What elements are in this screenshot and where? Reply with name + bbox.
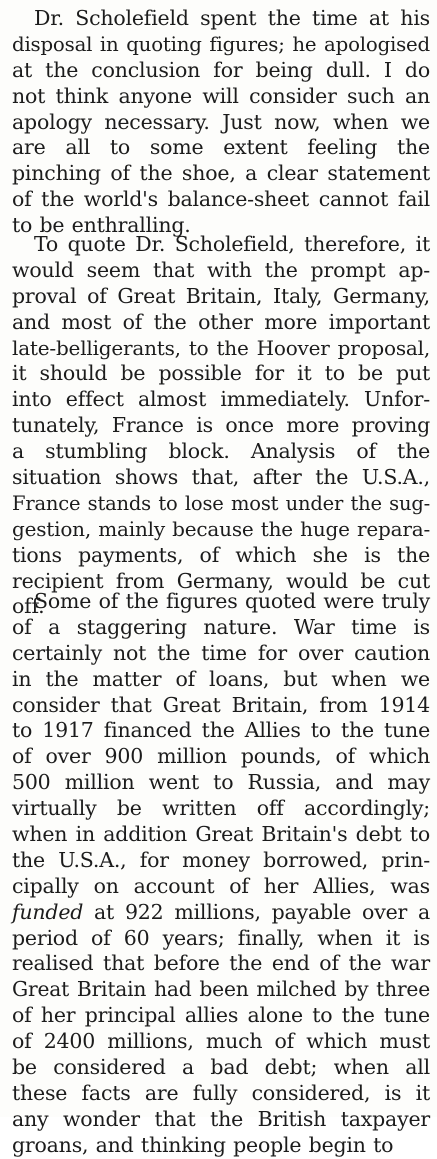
text-line: period of 60 years; finally, when it is [12,925,430,950]
text-line: of her principal allies alone to the tune [12,1003,430,1028]
text-line: be considered a bad debt; when all [12,1055,430,1080]
text-line: the U.S.A., for money borrowed, prin- [12,847,430,872]
text-line: not think anyone will consider such an [12,83,430,108]
text-line: Some of the figures quoted were truly [34,589,430,613]
text-line: of over 900 million pounds, of which [12,744,430,769]
text-line: recipient from Germany, would be cut [12,568,430,593]
text-line: Dr. Scholefield spent the time at his [34,6,430,30]
text-line: of the world's balance-sheet cannot fail [12,187,430,212]
text-line: gestion, mainly because the huge repara- [12,516,430,541]
text-line: funded at 922 millions, payable over a [12,899,430,924]
text-line: any wonder that the British taxpayer [12,1106,430,1131]
text-line: and most of the other more important [12,309,430,334]
text-line: certainly not the time for over caution [12,640,430,665]
text-line: late-belligerants, to the Hoover proposal, [12,335,430,360]
text-line: pinching of the shoe, a clear statement [12,161,430,186]
text-line: are all to some extent feeling the [12,135,430,160]
text-line: of 2400 millions, much of which must [12,1029,430,1054]
text-line: proval of Great Britain, Italy, Germany, [12,283,430,308]
text-line: tunately, France is once more proving [12,413,430,438]
text-line: when in addition Great Britain's debt to [12,822,430,847]
text-line: at the conclusion for being dull. I do [12,57,430,82]
text-line: in the matter of loans, but when we [12,666,430,691]
text-line: tions payments, of which she is the [12,542,430,567]
text-line: would seem that with the prompt ap- [12,257,430,282]
text-line: these facts are fully considered, is it [12,1080,430,1105]
paragraph-3 [12,589,430,1159]
text-line: To quote Dr. Scholefield, therefore, it [34,232,430,256]
text-line: of a staggering nature. War time is [12,614,430,639]
text-line: into effect almost immediately. Unfor- [12,387,430,412]
text-line: off. [12,594,45,619]
text-line: realised that before the end of the war [12,951,430,976]
paragraph-1 [12,6,430,239]
text-line: a stumbling block. Analysis of the [12,439,430,464]
text-line: situation shows that, after the U.S.A., [12,465,430,490]
text-line: apology necessary. Just now, when we [12,109,430,134]
text-line: cipally on account of her Allies, was [12,873,430,898]
text-line: to be enthralling. [12,213,191,238]
text-line: Great Britain had been milched by three [12,977,430,1002]
text-line: 500 million went to Russia, and may [12,770,430,795]
text-line: to 1917 financed the Allies to the tune [12,718,430,743]
text-line: consider that Great Britain, from 1914 [12,692,430,717]
text-line: it should be possible for it to be put [12,361,430,386]
text-line: France stands to lose most under the sug- [12,491,430,515]
paragraph-2 [12,232,430,620]
text-line: groans, and thinking people begin to [12,1132,394,1157]
text-line: disposal in quoting figures; he apologised [12,32,430,56]
text-line: virtually be written off accordingly; [12,796,430,821]
